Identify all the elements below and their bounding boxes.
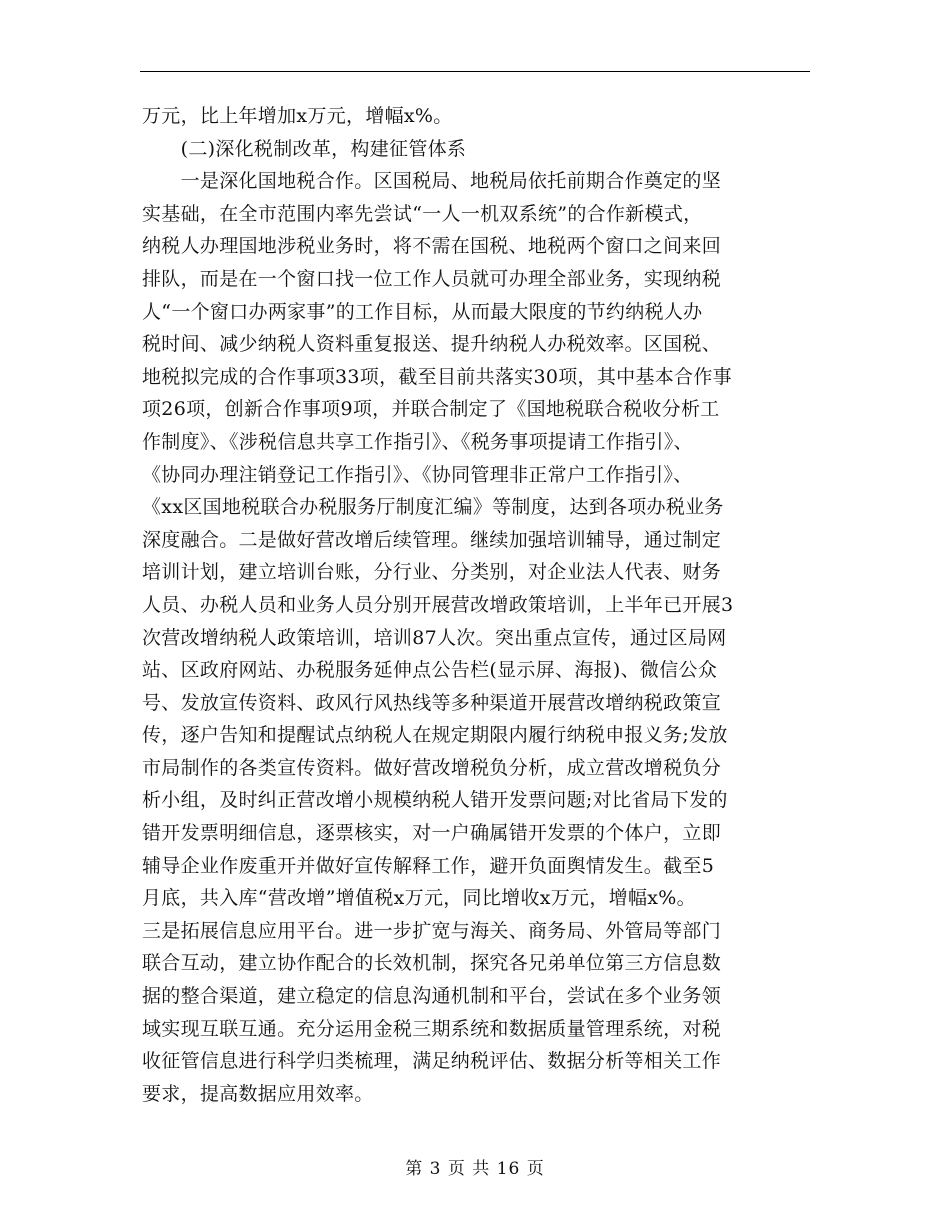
text-line: 地税拟完成的合作事项33项，截至目前共落实30项，其中基本合作事	[142, 365, 732, 388]
document-body	[142, 100, 812, 1110]
header-rule	[140, 71, 810, 72]
text-line: 人员、办税人员和业务人员分别开展营改增政策培训，上半年已开展3	[142, 593, 734, 616]
section-heading: (二)深化税制改革，构建征管体系	[142, 137, 467, 160]
text-line: 深度融合。二是做好营改增后续管理。继续加强培训辅导，通过制定	[142, 528, 722, 551]
text-line: 站、区政府网站、办税服务延伸点公告栏(显示屏、海报)、微信公众	[142, 659, 718, 682]
text-line: 税时间、减少纳税人资料重复报送、提升纳税人办税效率。区国税、	[142, 333, 722, 356]
page-number-footer: 第 3 页 共 16 页	[405, 1159, 545, 1179]
text-line: 排队，而是在一个窗口找一位工作人员就可办理全部业务，实现纳税	[142, 267, 722, 290]
text-line: 次营改增纳税人政策培训，培训87人次。突出重点宣传，通过区局网	[142, 626, 727, 649]
text-line: 培训计划，建立培训台账，分行业、分类别，对企业法人代表、财务	[142, 561, 722, 584]
text-line: 错开发票明细信息，逐票核实，对一户确属错开发票的个体户，立即	[142, 822, 722, 845]
text-line: 联合互动，建立协作配合的长效机制，探究各兄弟单位第三方信息数	[142, 952, 722, 975]
text-line: 收征管信息进行科学归类梳理，满足纳税评估、数据分析等相关工作	[142, 1050, 722, 1073]
text-line: 《xx区国地税联合办税服务厅制度汇编》等制度，达到各项办税业务	[142, 496, 724, 519]
text-line: 作制度》、《涉税信息共享工作指引》、《税务事项提请工作指引》、	[142, 430, 693, 453]
text-line: 人“一个窗口办两家事”的工作目标，从而最大限度的节约纳税人办	[142, 300, 703, 323]
text-line: 月底，共入库“营改增”增值税x万元，同比增收x万元，增幅x%。	[142, 887, 696, 910]
text-line: 传，逐户告知和提醒试点纳税人在规定期限内履行纳税申报义务;发放	[142, 724, 728, 747]
text-line: 《协同办理注销登记工作指引》、《协同管理非正常户工作指引》、	[142, 463, 693, 486]
text-line: 项26项，创新合作事项9项，并联合制定了《国地税联合税收分析工	[142, 398, 720, 421]
text-line: 市局制作的各类宣传资料。做好营改增税负分析，成立营改增税负分	[142, 756, 722, 779]
text-line: 析小组，及时纠正营改增小规模纳税人错开发票问题;对比省局下发的	[142, 789, 728, 812]
text-line: 据的整合渠道，建立稳定的信息沟通机制和平台，尝试在多个业务领	[142, 985, 722, 1008]
text-line: 要求，提高数据应用效率。	[142, 1082, 374, 1105]
text-line: 一是深化国地税合作。区国税局、地税局依托前期合作奠定的坚	[142, 170, 722, 193]
text-line: 三是拓展信息应用平台。进一步扩宽与海关、商务局、外管局等部门	[142, 919, 722, 942]
text-line: 号、发放宣传资料、政风行风热线等多种渠道开展营改增纳税政策宣	[142, 691, 722, 714]
text-line: 纳税人办理国地涉税业务时，将不需在国税、地税两个窗口之间来回	[142, 235, 722, 258]
text-line: 辅导企业作废重开并做好宣传解释工作，避开负面舆情发生。截至5	[142, 854, 715, 877]
text-line: 万元，比上年增加x万元，增幅x%。	[142, 105, 453, 127]
text-line: 域实现互联互通。充分运用金税三期系统和数据质量管理系统，对税	[142, 1017, 722, 1040]
text-line: 实基础，在全市范围内率先尝试“一人一机双系统”的合作新模式，	[142, 202, 703, 225]
